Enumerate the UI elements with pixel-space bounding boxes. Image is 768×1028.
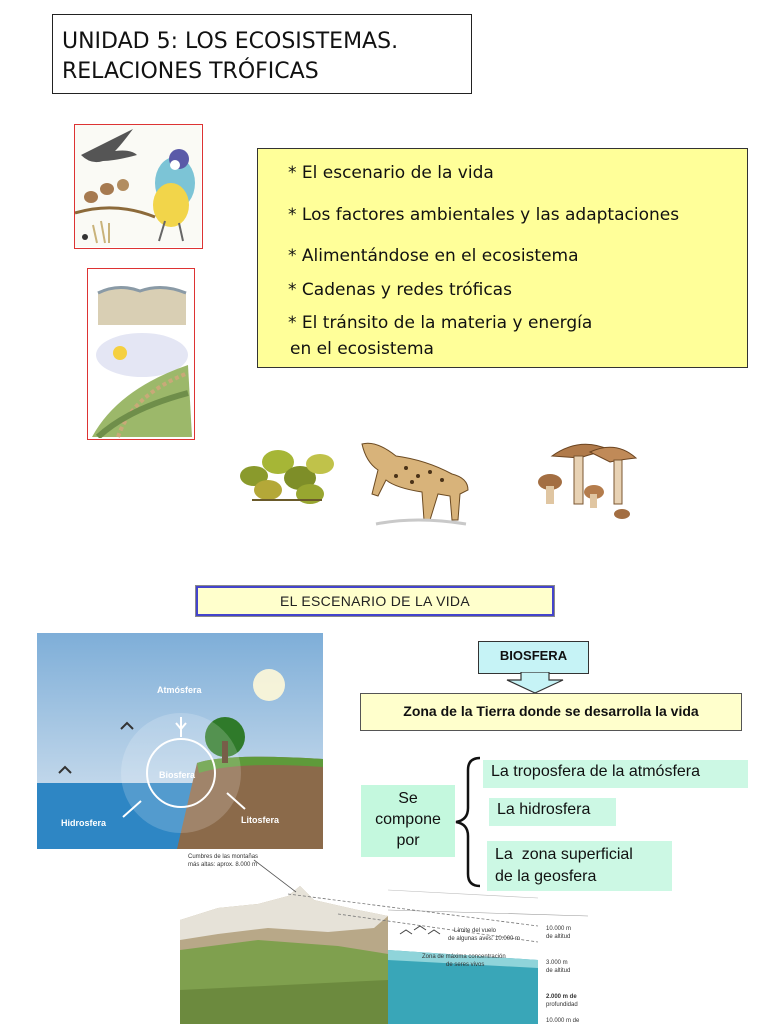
birds-drawing <box>75 125 201 247</box>
altitude-label: 3.000 m <box>546 960 568 966</box>
topic-item: * El escenario de la vida <box>288 163 494 183</box>
unit-title-line2: RELACIONES TRÓFICAS <box>62 59 319 84</box>
landscape-drawing <box>88 269 193 438</box>
component-troposfera: La troposfera de la atmósfera <box>483 760 748 788</box>
plant-illustration <box>234 440 340 510</box>
topic-item: en el ecosistema <box>290 339 434 359</box>
altitude-label: 10.000 m <box>546 926 572 932</box>
lynx-drawing <box>356 436 476 528</box>
component-hidrosfera: La hidrosfera <box>489 798 616 826</box>
altitude-label: profundidad <box>546 1002 578 1008</box>
biosphere-drawing <box>37 633 323 849</box>
relation-box <box>361 785 455 857</box>
relation-word: Se <box>398 790 418 807</box>
relation-word: por <box>396 832 420 849</box>
unit-title-line1: UNIDAD 5: LOS ECOSISTEMAS. <box>62 29 399 54</box>
altitude-label: de seres vivos <box>446 962 485 968</box>
plant-drawing <box>234 440 340 510</box>
biosfera-box: BIOSFERA <box>478 641 589 674</box>
birds-illustration <box>74 124 203 249</box>
section-heading: EL ESCENARIO DE LA VIDA <box>196 586 554 616</box>
altitude-label: Límite del vuelo <box>454 928 497 934</box>
unit-title-box <box>52 14 472 94</box>
definition-box: Zona de la Tierra donde se desarrolla la vida <box>360 693 742 731</box>
topic-item: * Cadenas y redes tróficas <box>288 280 512 300</box>
component-geosfera-line2: de la geosfera <box>495 868 597 885</box>
altitude-label: de altitud <box>546 934 571 940</box>
litosfera-label: Litosfera <box>241 815 280 825</box>
landscape-illustration <box>87 268 195 440</box>
biosphere-diagram <box>37 633 323 849</box>
component-geosfera-line1: La zona superficial <box>495 846 633 863</box>
lynx-illustration <box>356 436 476 528</box>
mushrooms-drawing <box>530 436 640 522</box>
topics-box <box>257 148 748 368</box>
atmosfera-label: Atmósfera <box>157 685 202 695</box>
biosfera-label: Biosfera <box>159 770 196 780</box>
down-arrow-icon <box>505 672 565 694</box>
altitude-label: de algunas aves: 10.000 m <box>448 936 521 942</box>
hidrosfera-label: Hidrosfera <box>61 818 107 828</box>
altitude-label: más altas: aprox. 8.000 m <box>188 862 258 868</box>
mushrooms-illustration <box>530 436 640 522</box>
altitude-label: Cumbres de las montañas <box>188 854 259 860</box>
altitude-label: 10.000 m de <box>546 1018 580 1024</box>
altitude-diagram <box>178 850 590 1024</box>
altitude-label: de altitud <box>546 968 571 974</box>
topic-item: * Los factores ambientales y las adaptaciones <box>288 205 680 225</box>
altitude-label: 2.000 m de <box>546 994 577 1000</box>
altitude-drawing <box>178 850 590 1024</box>
relation-word: compone <box>375 811 441 828</box>
topic-item: * Alimentándose en el ecosistema <box>288 246 579 266</box>
altitude-label: Zona de máxima concentración <box>422 954 506 960</box>
topic-item: * El tránsito de la materia y energía <box>288 313 593 333</box>
